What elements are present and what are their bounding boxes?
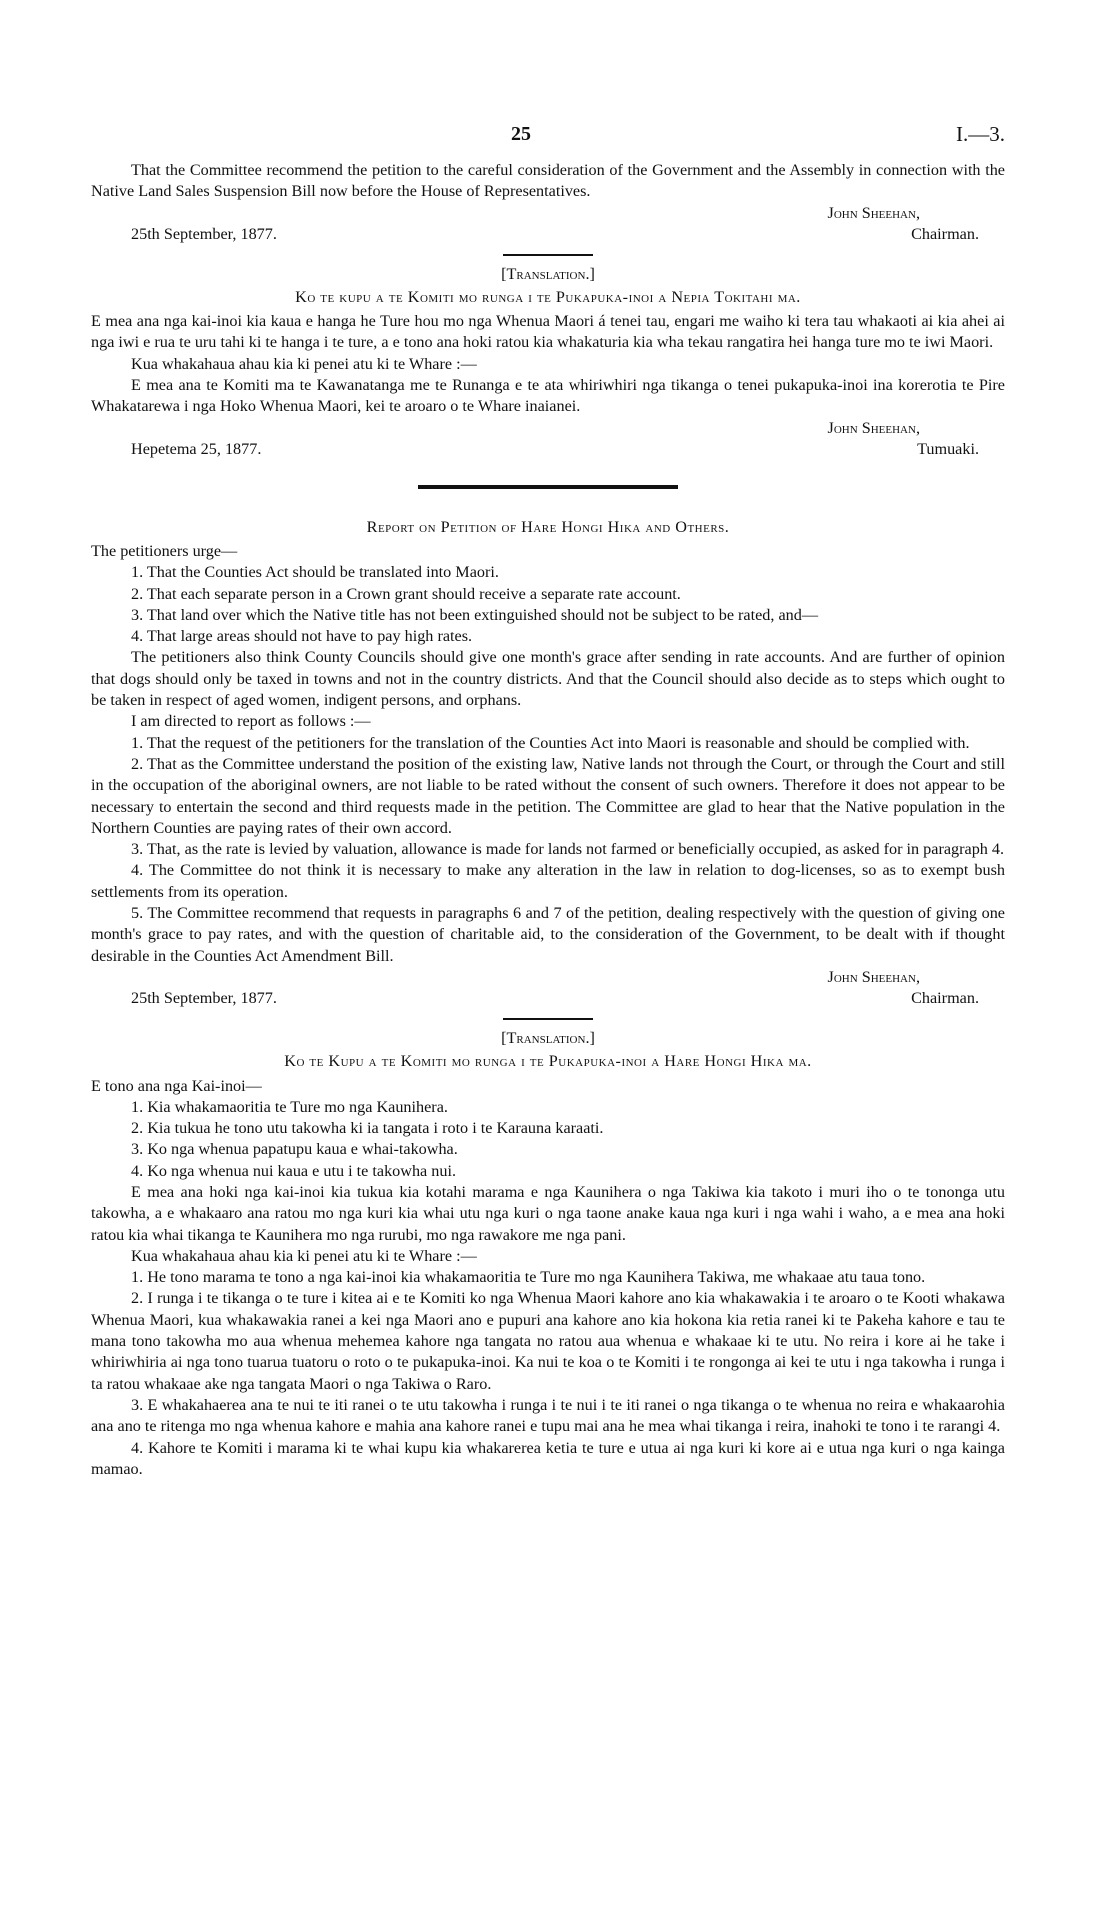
list-item: 3. Ko nga whenua papatupu kaua e whai-takowha.: [131, 1140, 458, 1159]
translation-title: Ko te Kupu a te Komiti mo runga i te Pukapuka-inoi a Hare Hongi Hika ma.: [284, 1052, 812, 1071]
paragraph: 1. That the request of the petitioners for the translation of the Counties Act into Maori is reasonable and should be complied with.: [131, 733, 970, 752]
list-item: 2. That each separate person in a Crown grant should receive a separate rate account.: [131, 584, 681, 603]
paragraph: The petitioners also think County Councils should give one month's grace after sending in rate accounts. And are further of opinion that dogs should only be taxed in towns and not in the country districts. And that the Council should also decide as to steps which ought to be taken in respect of aged women, indigent persons, and orphans.: [91, 648, 1005, 710]
divider: [503, 254, 593, 256]
signatory-role: Chairman.: [911, 988, 979, 1007]
paragraph: 4. The Committee do not think it is necessary to make any alteration in the law in relation to dog-licenses, so as to exempt bush settlements from its operation.: [91, 861, 1005, 901]
translation-intro: E tono ana nga Kai-inoi—: [91, 1076, 262, 1095]
paragraph: E mea ana te Komiti ma te Kawanatanga me te Runanga e te ata whiriwhiri nga tikanga o tenei pukapuka-inoi ina korerotia te Pire Whakatarewa i nga Hoko Whenua Maori, kei te aroaro o te Whare inaianei.: [91, 376, 1005, 416]
translation-title: Ko te kupu a te Komiti mo runga i te Pukapuka-inoi a Nepia Tokitahi ma.: [295, 287, 801, 306]
recommendation-paragraph: That the Committee recommend the petition to the careful consideration of the Government and the Assembly in connection with the Native Land Sales Suspension Bill now before the House of Representatives.: [91, 161, 1005, 201]
translation-label: [Translation.]: [501, 1028, 595, 1047]
signatory-role: Chairman.: [911, 224, 979, 243]
list-item: 3. That land over which the Native title has not been extinguished should not be subject to be rated, and—: [131, 605, 819, 624]
page-number: 25: [511, 123, 531, 145]
paragraph: 2. That as the Committee understand the position of the existing law, Native lands not through the Court, or through the Court and still in the occupation of the aboriginal owners, are not liable to be rated without the consent of such owners. Therefore it does not appear to be necessary to entertain the second and third requests made in the petition. The Committee are glad to hear that the Native population in the Northern Counties are paying rates of their own accord.: [91, 754, 1005, 837]
report-title: Report on Petition of Hare Hongi Hika and Others.: [366, 517, 730, 536]
paragraph: 2. I runga i te tikanga o te ture i kitea ai e te Komiti ko nga Whenua Maori kahore ano kia whakawakia i te aroaro o te Kooti whakawa Whenua Maori, kua whakawakia ranei a kei nga Maori ano e pupuri ana kahore ano kia hokona kia retia ranei ki te Pakeha kahore e tau te mana tono takowha mo aua whenua mehemea kahore nga tangata no ratou aua whenua e whakaae ki te utu. No reira i kore ai he take i whiriwhiria ai nga tono tuarua tuatoru o roto o te pukapuka-inoi. Ka nui te koa o te Komiti i te rongonga ai kei te utu i nga takowha i runga i ta ratou whakaae ake nga tangata Maori o nga Takiwa o Raro.: [91, 1289, 1005, 1393]
report-intro: The petitioners urge—: [91, 541, 238, 560]
document-page: [91, 124, 1005, 1480]
list-item: 1. Kia whakamaoritia te Ture mo nga Kaunihera.: [131, 1097, 448, 1116]
signature-block: [91, 967, 1005, 1010]
signatory-name: John Sheehan,: [827, 418, 920, 437]
list-item: 4. Ko nga whenua nui kaua e utu i te takowha nui.: [131, 1161, 457, 1180]
divider: [503, 1018, 593, 1020]
signature-date: 25th September, 1877.: [131, 224, 277, 243]
signature-block: [91, 203, 1005, 246]
paragraph: E mea ana hoki nga kai-inoi kia tukua kia kotahi marama e nga Kaunihera o nga Takiwa kia takoto i muri iho o te tononga utu takowha, a e whakaaro ana ratou mo nga kuri kia whai utu nga kuri o nga taone anake kaua nga kuri i nga wahi i waho, a e mea ana hoki ratou kia whai tikanga te Kaunihera mo nga rurubi, mo nga rawakore me nga pani.: [91, 1182, 1005, 1244]
paragraph: I am directed to report as follows :—: [131, 712, 371, 731]
paragraph: E mea ana nga kai-inoi kia kaua e hanga he Ture hou mo nga Whenua Maori á tenei tau, engari me waiho ki tera tau whakaoti ai kia ahei ai nga iwi e rua te uru tahi ki te hanga i te ture, a e tono ana hoki ratou kia whakaturia kia wha tekau rangatira hei hanga ture mo te iwi Maori.: [91, 312, 1005, 352]
paragraph: Kua whakahaua ahau kia ki penei atu ki te Whare :—: [131, 354, 477, 373]
signatory-name: John Sheehan,: [827, 967, 920, 986]
list-item: 4. That large areas should not have to pay high rates.: [131, 627, 473, 646]
page-header: [91, 124, 1005, 160]
signature-date: Hepetema 25, 1877.: [131, 439, 262, 458]
signatory-role: Tumuaki.: [917, 439, 979, 458]
document-reference: I.—3.: [956, 122, 1005, 146]
paragraph: 3. That, as the rate is levied by valuation, allowance is made for lands not farmed or beneficially occupied, as asked for in paragraph 4.: [131, 840, 1005, 859]
list-item: 1. That the Counties Act should be translated into Maori.: [131, 563, 499, 582]
paragraph: 1. He tono marama te tono a nga kai-inoi kia whakamaoritia te Ture mo nga Kaunihera Takiwa, me whakaae atu taua tono.: [131, 1268, 926, 1287]
signatory-name: John Sheehan,: [827, 203, 920, 222]
paragraph: Kua whakahaua ahau kia ki penei atu ki te Whare :—: [131, 1246, 477, 1265]
signature-block: [91, 418, 1005, 461]
signature-date: 25th September, 1877.: [131, 988, 277, 1007]
paragraph: 5. The Committee recommend that requests in paragraphs 6 and 7 of the petition, dealing respectively with the question of giving one month's grace to pay rates, and with the question of charitable aid, to the consideration of the Government, to be dealt with if thought desirable in the Counties Act Amendment Bill.: [91, 904, 1005, 965]
list-item: 2. Kia tukua he tono utu takowha ki ia tangata i roto i te Karauna karaati.: [131, 1119, 604, 1138]
paragraph: 3. E whakahaerea ana te nui te iti ranei o te utu takowha i runga i te nui i te iti ranei o nga tikanga o te whenua no reira e whakaarohia ana ano te ritenga mo nga whenua kahore e mahia ana kahore ranei e tupu mai ana he mea whai tikanga i reira, inahoki te tono i te rarangi 4.: [91, 1395, 1005, 1436]
translation-label: [Translation.]: [501, 264, 595, 283]
section-divider: [418, 485, 678, 489]
paragraph: 4. Kahore te Komiti i marama ki te whai kupu kia whakarerea ketia te ture e utua ai nga kuri ki kore ai e utua nga kuri o nga kainga mamao.: [91, 1438, 1005, 1478]
